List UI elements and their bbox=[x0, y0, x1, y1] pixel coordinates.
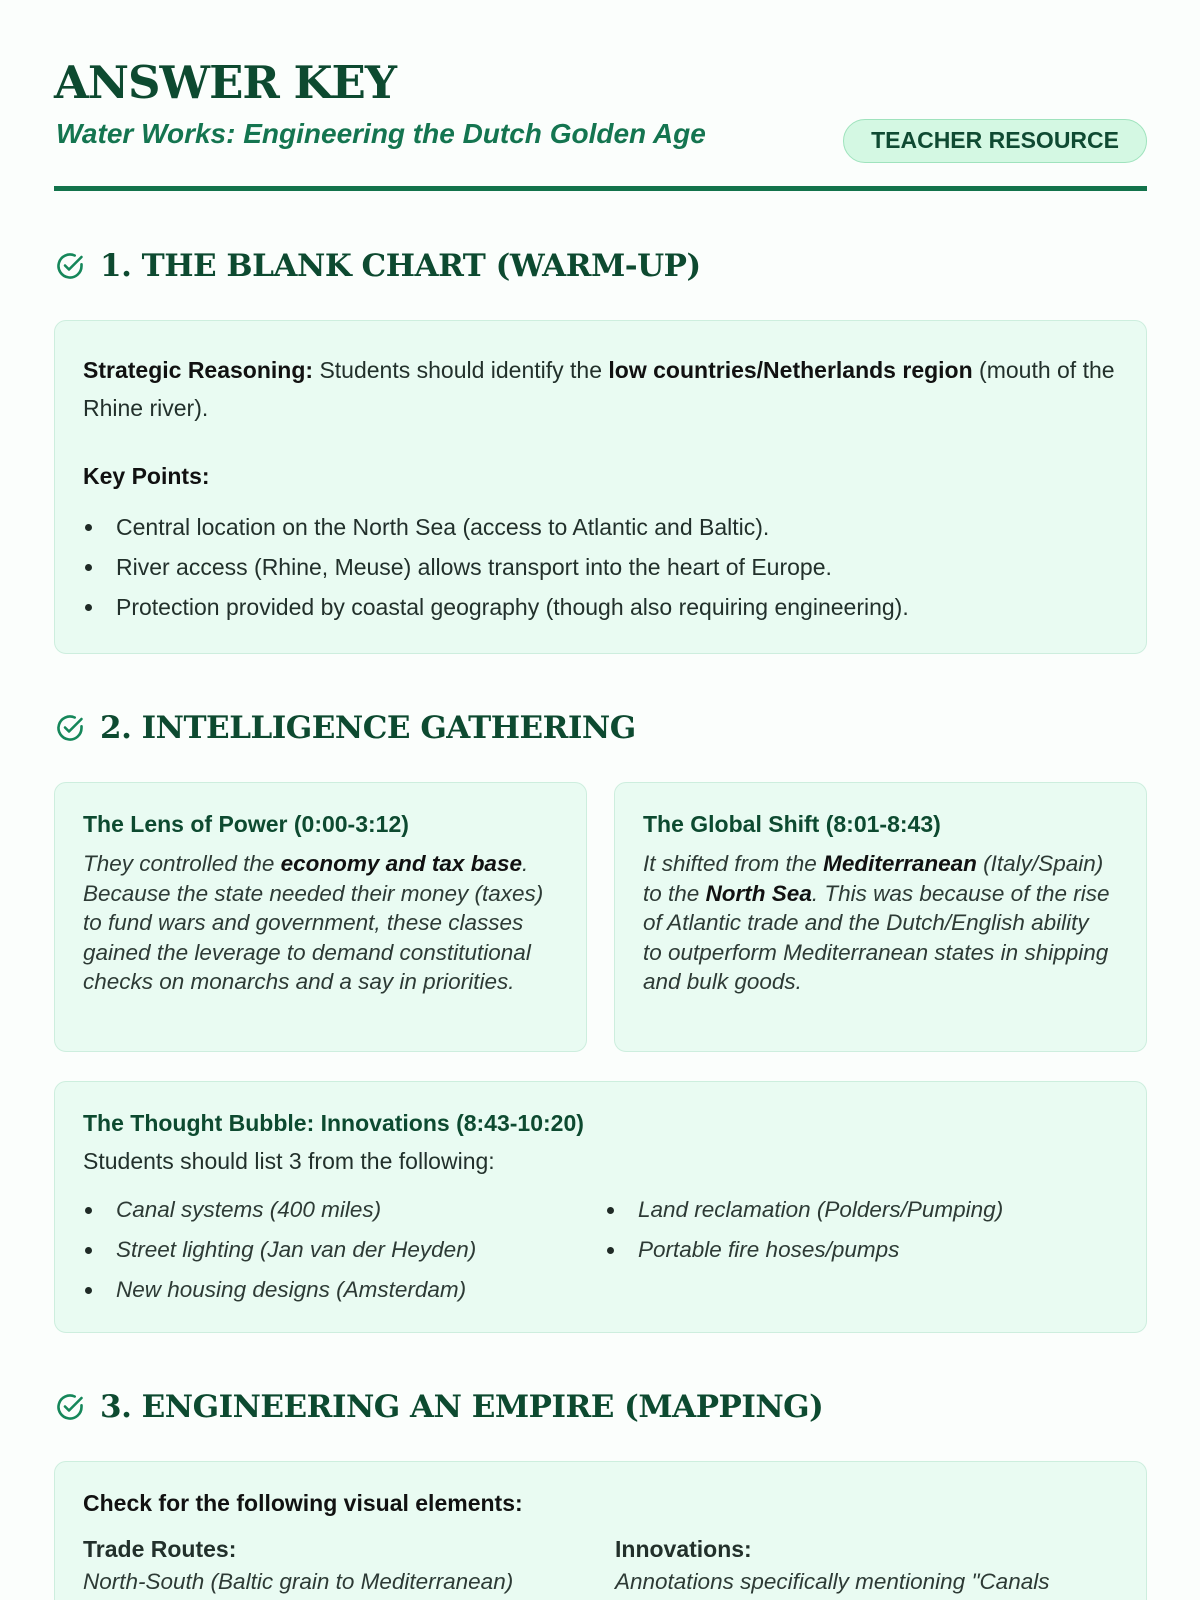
innovations-list-right bbox=[605, 1190, 1003, 1270]
key-points-label: Key Points: bbox=[83, 463, 210, 489]
strategic-reasoning bbox=[83, 351, 1123, 427]
trade-routes-label: Trade Routes: bbox=[83, 1536, 237, 1562]
teacher-resource-badge: TEACHER RESOURCE bbox=[843, 119, 1147, 163]
page-title: ANSWER KEY bbox=[54, 56, 396, 109]
global-shift-text bbox=[643, 849, 1113, 997]
blank-chart-card bbox=[54, 320, 1147, 654]
strategic-text-2: (mouth of the Rhine river). bbox=[83, 357, 1115, 421]
strategic-reasoning-label: Strategic Reasoning: bbox=[83, 357, 314, 383]
list-item: Protection provided by coastal geography (though also requiring engineering). bbox=[83, 587, 909, 627]
shift-text-2: (Italy/Spain) to the bbox=[643, 851, 1104, 906]
shift-bold-2: North Sea bbox=[705, 880, 812, 906]
lens-of-power-card bbox=[54, 782, 587, 1052]
global-shift-card bbox=[614, 782, 1147, 1052]
lens-of-power-heading: The Lens of Power (0:00-3:12) bbox=[83, 811, 409, 837]
page-subtitle: Water Works: Engineering the Dutch Golden Age bbox=[56, 118, 706, 149]
innovations-list-left bbox=[83, 1190, 476, 1310]
thought-bubble-intro: Students should list 3 from the following: bbox=[83, 1148, 495, 1174]
list-item: Street lighting (Jan van der Heyden) bbox=[83, 1230, 476, 1270]
trade-routes-text: North-South (Baltic grain to Mediterranean) bbox=[83, 1569, 514, 1594]
shift-bold-1: Mediterranean bbox=[823, 851, 977, 876]
section-2-heading bbox=[54, 708, 636, 748]
list-item: Portable fire hoses/pumps bbox=[605, 1230, 1003, 1270]
header-divider bbox=[54, 186, 1147, 191]
list-item: New housing designs (Amsterdam) bbox=[83, 1270, 476, 1310]
shift-text-1: It shifted from the bbox=[643, 851, 817, 876]
list-item: Land reclamation (Polders/Pumping) bbox=[605, 1190, 1003, 1230]
shift-text-3: . This was because of the rise of Atlantic trade and the Dutch/English ability to outperform Mediterranean states in shipping and bulk goods. bbox=[643, 880, 1110, 994]
section-2-title: 2. INTELLIGENCE GATHERING bbox=[100, 710, 636, 746]
global-shift-heading: The Global Shift (8:01-8:43) bbox=[643, 811, 941, 837]
list-item: Canal systems (400 miles) bbox=[83, 1190, 476, 1230]
innovations-text: Annotations specifically mentioning "Canals bbox=[615, 1569, 1050, 1594]
section-1-heading bbox=[54, 246, 701, 286]
key-points-list bbox=[83, 507, 909, 627]
strategic-bold: low countries/Netherlands region bbox=[608, 357, 973, 383]
list-item: River access (Rhine, Meuse) allows transport into the heart of Europe. bbox=[83, 547, 909, 587]
strategic-text-1: Students should identify the bbox=[319, 357, 603, 383]
check-heading: Check for the following visual elements: bbox=[83, 1490, 523, 1516]
check-circle-icon bbox=[54, 250, 86, 282]
lens-text-2: . Because the state needed their money (taxes) to fund wars and government, these classes gained the leverage to demand constitutional checks on monarchs and a say in priorities. bbox=[83, 851, 544, 994]
innovations-label: Innovations: bbox=[615, 1536, 752, 1562]
section-3-heading bbox=[54, 1387, 823, 1427]
check-circle-icon bbox=[54, 712, 86, 744]
list-item: Central location on the North Sea (access to Atlantic and Baltic). bbox=[83, 507, 909, 547]
mapping-card bbox=[54, 1461, 1147, 1600]
thought-bubble-heading: The Thought Bubble: Innovations (8:43-10:20) bbox=[83, 1110, 584, 1136]
thought-bubble-card bbox=[54, 1081, 1147, 1333]
check-circle-icon bbox=[54, 1391, 86, 1423]
section-1-title: 1. THE BLANK CHART (WARM-UP) bbox=[100, 248, 701, 284]
lens-bold-1: economy and tax base bbox=[280, 851, 522, 876]
section-3-title: 3. ENGINEERING AN EMPIRE (MAPPING) bbox=[100, 1389, 824, 1425]
lens-of-power-text bbox=[83, 849, 553, 997]
lens-text-1: They controlled the bbox=[83, 851, 275, 876]
